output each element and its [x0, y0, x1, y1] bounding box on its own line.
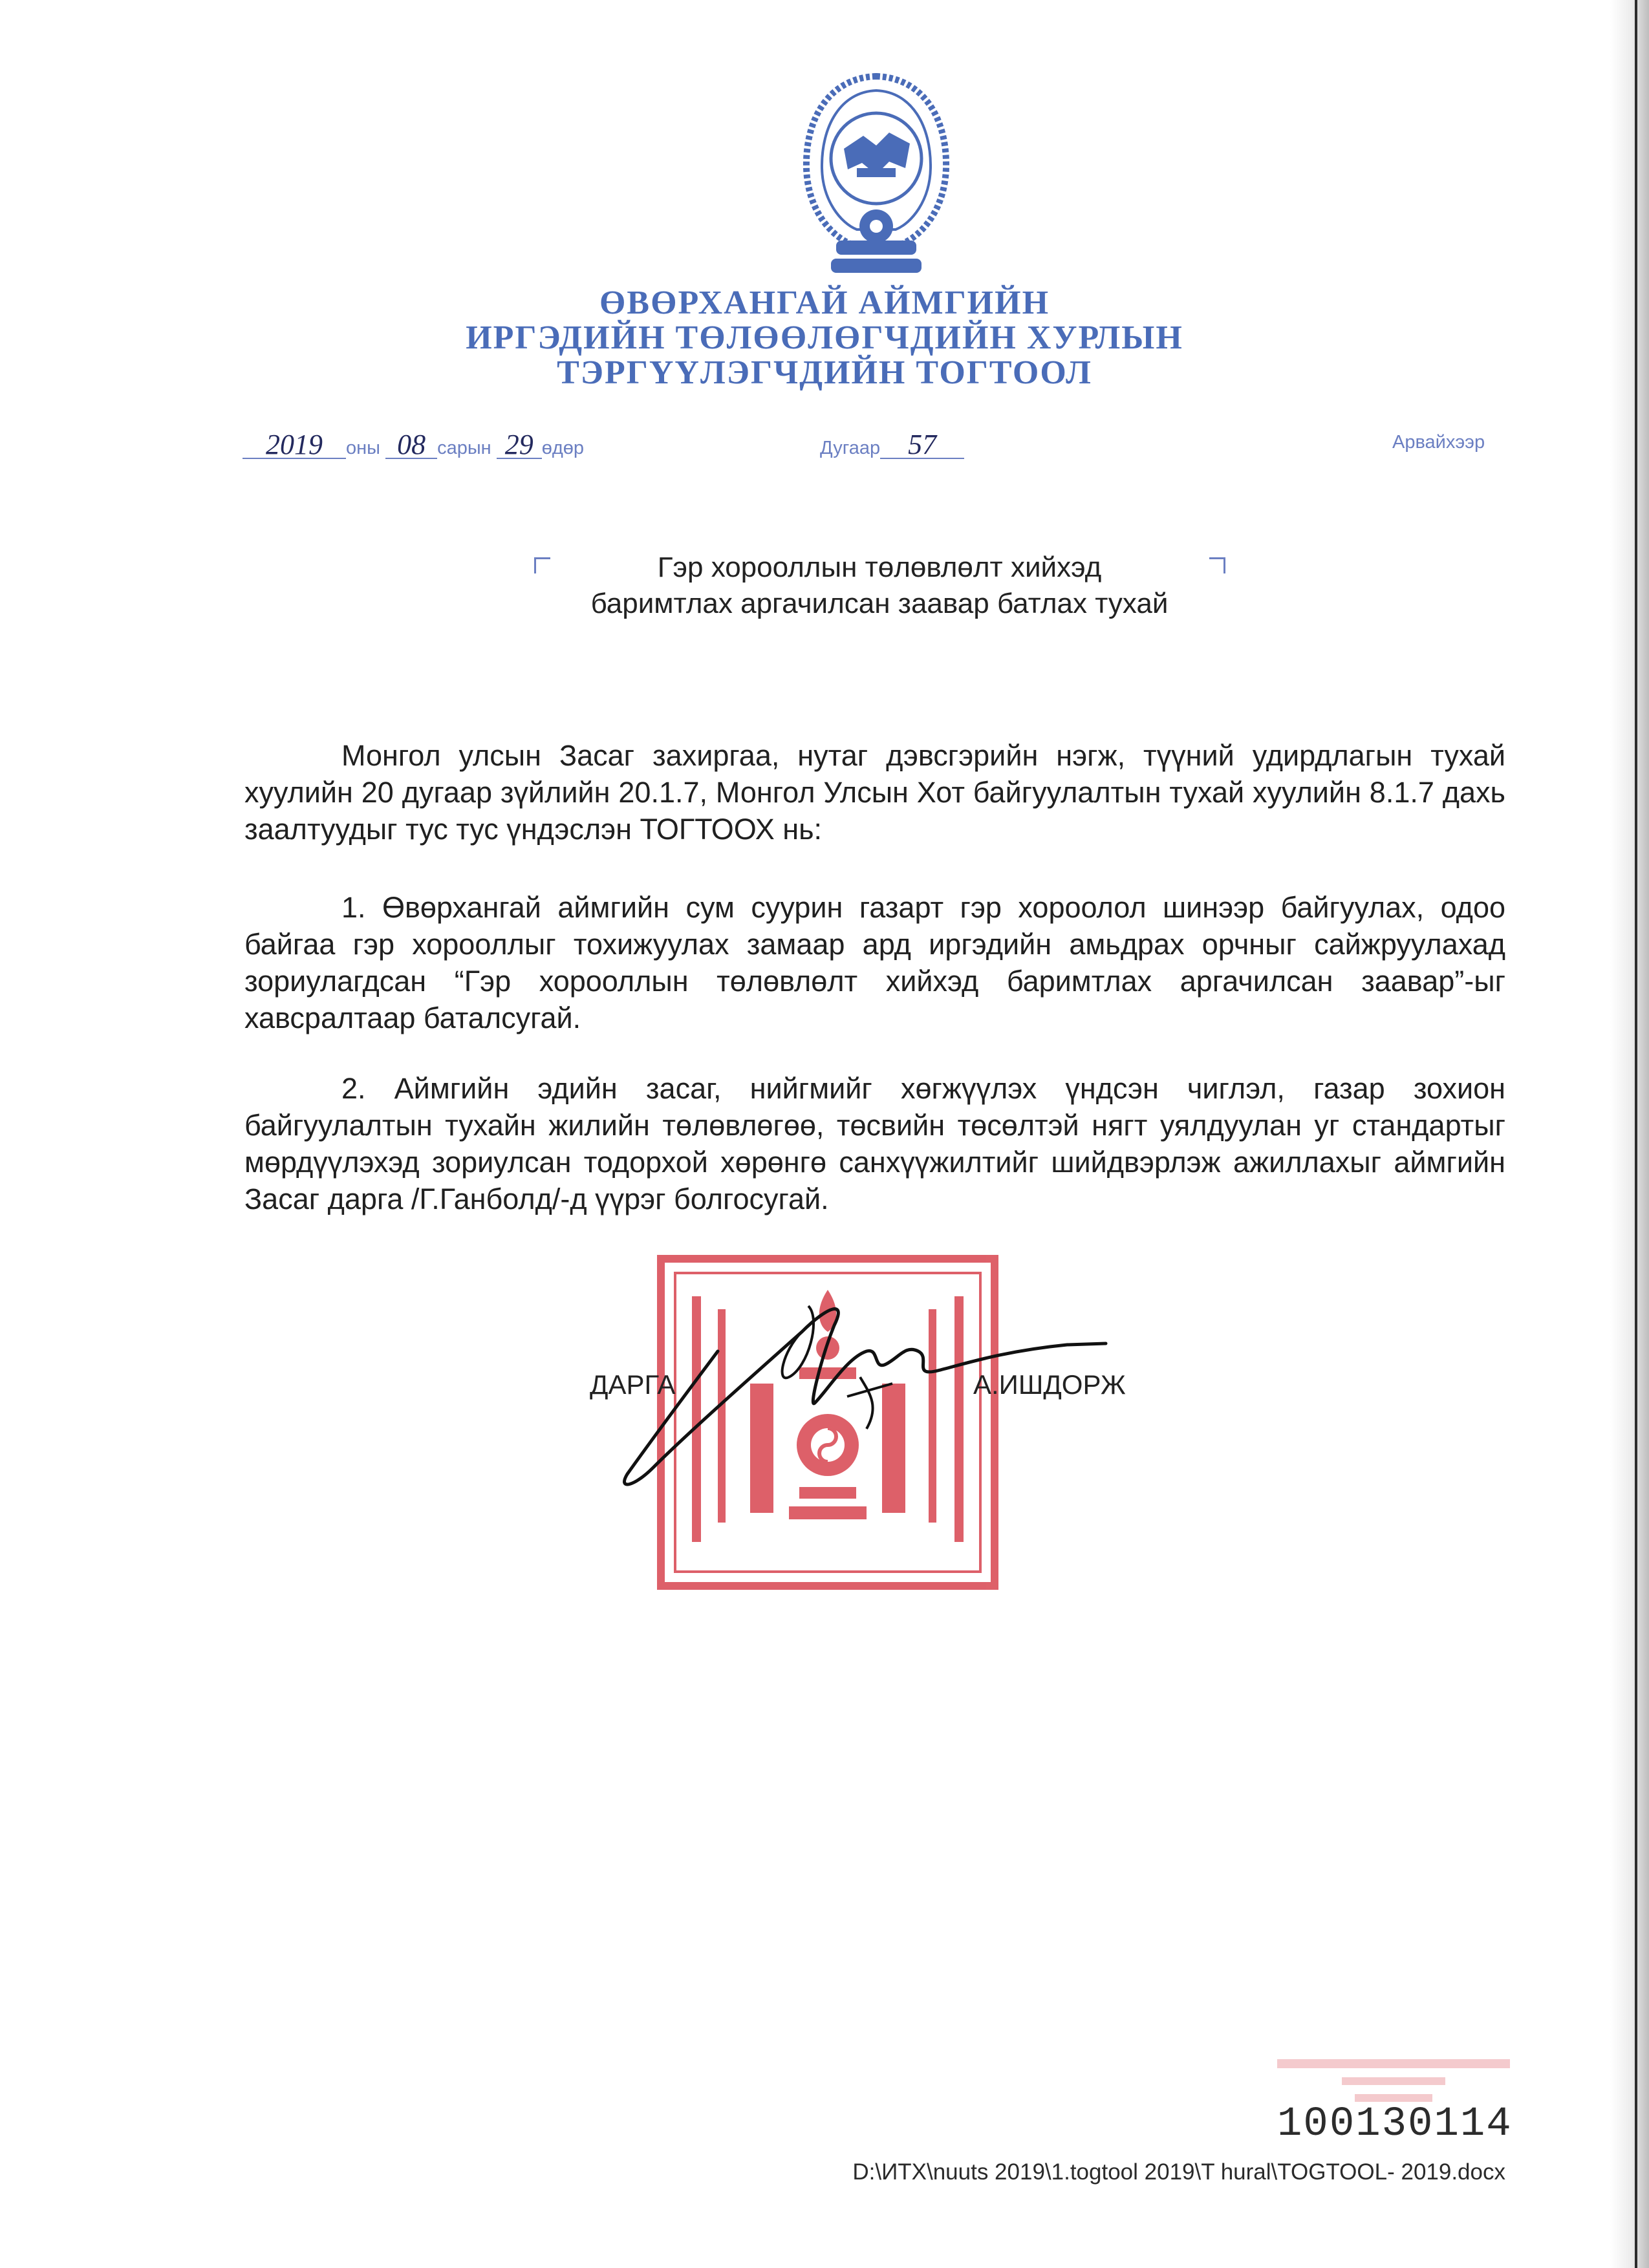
date-day-label: өдөр: [541, 438, 585, 458]
org-name-line3: ТЭРГҮҮЛЭГЧДИЙН ТОГТООЛ: [557, 354, 1092, 391]
decree-number: [820, 429, 964, 460]
date-year-label: оны: [346, 438, 380, 458]
date-month-label: сарын: [437, 438, 491, 458]
registration-number: 100130114: [1277, 2101, 1513, 2148]
date-year: 2019: [242, 432, 346, 459]
decree-number-label: Дугаар: [820, 438, 881, 458]
file-path-footer: D:\ИТХ\nuuts 2019\1.togtool 2019\T hural\TOGTOOL- 2019.docx: [852, 2159, 1505, 2185]
date-month: 08: [385, 432, 437, 459]
document-title: [517, 550, 1242, 622]
title-line1: Гэр хорооллын төлөвлөлт хийхэд: [657, 551, 1102, 583]
resolution-item-2: 2. Аймгийн эдийн засаг, нийгмийг хөгжүүлэх үндсэн чиглэл, газар зохион байгуулалтын тухайн жилийн төлөвлөгөө, төсвийн төсөлтэй нягт уялдуулан уг стандартыг мөрдүүлэхэд зориулсан тодорхой хөрөнгө санхүүжилтийг шийдвэрлэж ажиллахыг аймгийн Засаг дарга /Г.Ганболд/-д үүрэг болгосугай.: [244, 1072, 1505, 1215]
date-day: 29: [497, 432, 542, 459]
intro-paragraph: Монгол улсын Засаг захиргаа, нутаг дэвсгэрийн нэгж, түүний удирдлагын тухай хуулийн 20 дугаар зүйлийн 20.1.7, Монгол Улсын Хот байгуулалтын тухай хуулийн 8.1.7 дахь заалтуудыг тус тус үндэслэн ТОГТООХ нь:: [244, 739, 1505, 846]
place-name: Арвайхээр: [1392, 432, 1485, 453]
title-line2: баримтлах аргачилсан заавар батлах тухай: [590, 588, 1169, 619]
date-row: [242, 429, 585, 460]
signatory-name: А.ИШДОРЖ: [973, 1369, 1126, 1400]
org-name-line1: ӨВӨРХАНГАЙ АЙМГИЙН: [599, 284, 1050, 321]
handwritten-signature: [614, 1280, 1132, 1513]
resolution-item-1: 1. Өвөрхангай аймгийн сум суурин газарт гэр хороолол шинээр байгуулах, одоо байгаа гэр хорооллыг тохижуулах замаар ард иргэдийн амьдрах орчныг сайжруулахад зориулагдсан “Гэр хорооллын төлөвлөлт хийхэд баримтлах аргачилсан заавар”-ыг хавсралтаар баталсугай.: [244, 891, 1505, 1034]
decree-number-value: 57: [880, 432, 964, 459]
org-name-line2: ИРГЭДИЙН ТӨЛӨӨЛӨГЧДИЙН ХУРЛЫН: [466, 319, 1183, 356]
signatory-position: ДАРГА: [590, 1369, 676, 1400]
state-emblem: [792, 71, 960, 278]
